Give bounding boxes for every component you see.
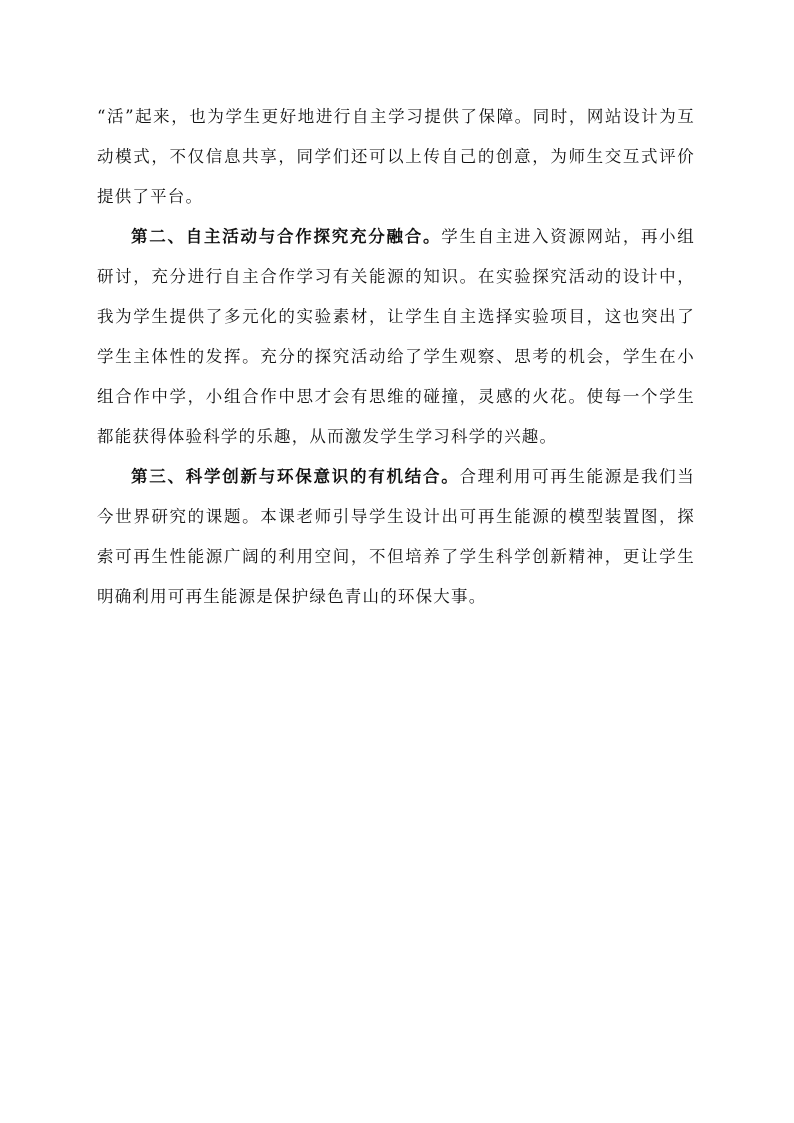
paragraph-heading: 第二、自主活动与合作探究充分融合。 [131, 227, 442, 246]
paragraph-text: 学生自主进入资源网站，再小组研讨，充分进行自主合作学习有关能源的知识。在实验探究活动的设计中，我为学生提供了多元化的实验素材，让学生自主选择实验项目，这也突出了学生主体性的发挥。充分的探究活动给了学生观察、思考的机会，学生在小组合作中学，小组合作中思才会有思维的碰撞，灵感的火花。使每一个学生都能获得体验科学的乐趣，从而激发学生学习科学的兴趣。 [97, 227, 695, 446]
paragraph-text: “活”起来，也为学生更好地进行自主学习提供了保障。同时，网站设计为互动模式，不仅信息共享，同学们还可以上传自己的创意，为师生交互式评价提供了平台。 [97, 107, 695, 206]
paragraph-heading: 第三、科学创新与环保意识的有机结合。 [131, 467, 460, 486]
paragraph-text: 合理利用可再生能源是我们当今世界研究的课题。本课老师引导学生设计出可再生能源的模型装置图，探索可再生性能源广阔的利用空间，不但培养了学生科学创新精神，更让学生明确利用可再生能源是保护绿色青山的环保大事。 [97, 467, 695, 606]
paragraph-website-interaction [97, 97, 695, 217]
paragraph-innovation-environmental-awareness [97, 457, 695, 617]
paragraph-autonomous-cooperative-inquiry [97, 217, 695, 457]
document-body [97, 97, 695, 617]
